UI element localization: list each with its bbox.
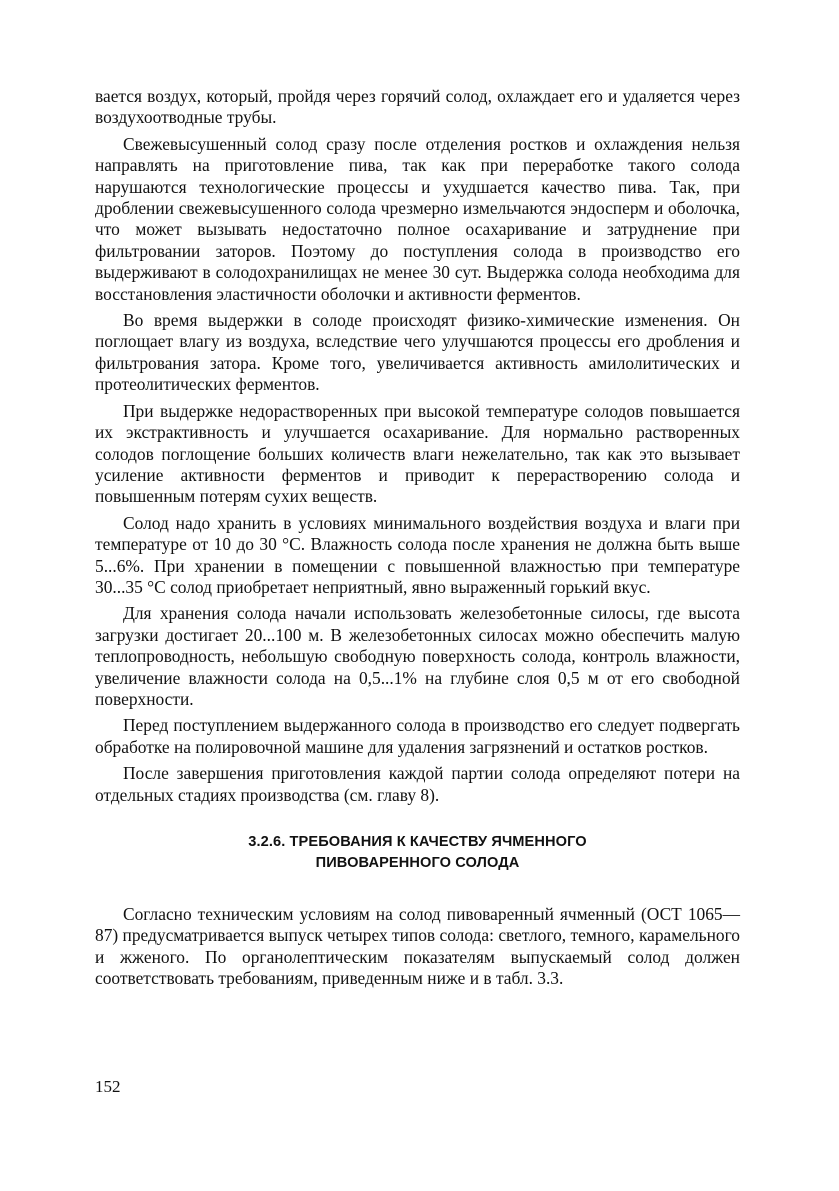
paragraph: Во время выдержки в солоде происходят физико-химические изменения. Он поглощает влагу из воздуха, вследствие чего улучшаются процессы его дробления и фильтрования затора. Кроме того, увеличивается активность амилолитических и протеолитических ферментов. [95,310,740,395]
paragraph: Согласно техническим условиям на солод пивоваренный ячменный (ОСТ 1065—87) предусматривается выпуск четырех типов солода: светлого, темного, карамельного и жженого. По органолептическим показателям выпускаемый солод должен соответствовать требованиям, приведенным ниже и в табл. 3.3. [95,904,740,989]
section-heading-line: 3.2.6. ТРЕБОВАНИЯ К КАЧЕСТВУ ЯЧМЕННОГО [248,834,587,850]
paragraph: Свежевысушенный солод сразу после отделения ростков и охлаждения нельзя направлять на приготовление пива, так как при переработке такого солода нарушаются технологические процессы и ухудшается качество пива. Так, при дроблении свежевысушенного солода чрезмерно измельчаются эндосперм и оболочка, что может вызывать недостаточно полное осахаривание и затруднение при фильтровании заторов. Поэтому до поступления солода в производство его выдерживают в солодохранилищах не менее 30 сут. Выдержка солода необходима для восстановления эластичности оболочки и активности ферментов. [95,133,740,304]
paragraph: Перед поступлением выдержанного солода в производство его следует подвергать обработке на полировочной машине для удаления загрязнений и остатков ростков. [95,715,740,757]
paragraph: При выдержке недорастворенных при высокой температуре солодов повышается их экстрактивность и улучшается осахаривание. Для нормально растворенных солодов поглощение больших количеств влаги нежелательно, так как это вызывает усиление активности ферментов и приводит к перерастворению солода и повышенным потерям сухих веществ. [95,400,740,507]
page-number: 152 [95,1077,121,1096]
document-page [95,86,740,995]
section-heading-line: ПИВОВАРЕННОГО СОЛОДА [315,855,520,871]
paragraph: Солод надо хранить в условиях минимального воздействия воздуха и влаги при температуре от 10 до 30 °С. Влажность солода после хранения не должна быть выше 5...6%. При хранении в помещении с повышенной влажностью при температуре 30...35 °С солод приобретает неприятный, явно выраженный горький вкус. [95,512,740,597]
paragraph: вается воздух, который, пройдя через горячий солод, охлаждает его и удаляется через воздухоотводные трубы. [95,86,740,128]
paragraph: После завершения приготовления каждой партии солода определяют потери на отдельных стадиях производства (см. главу 8). [95,763,740,805]
section-heading [95,832,740,874]
paragraph: Для хранения солода начали использовать железобетонные силосы, где высота загрузки достигает 20...100 м. В железобетонных силосах можно обеспечить малую теплопроводность, небольшую свободную поверхность солода, контроль влажности, увеличение влажности солода на 0,5...1% на глубине слоя 0,5 м от его свободной поверхности. [95,603,740,709]
